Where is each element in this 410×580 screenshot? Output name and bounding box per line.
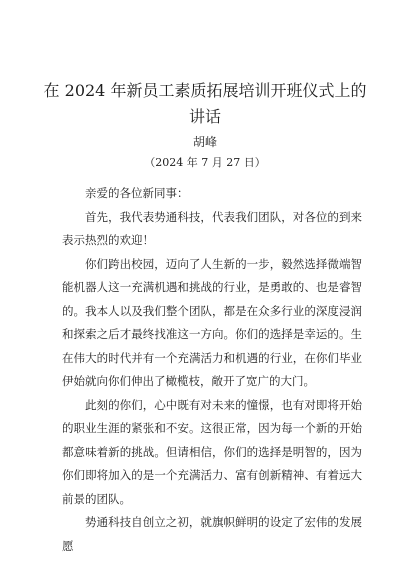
title-line-2: 讲话 xyxy=(188,107,221,126)
paragraph-welcome: 首先，我代表势通科技，代表我们团队，对各位的到来表示热烈的欢迎！ xyxy=(62,209,362,247)
paragraph-company: 势通科技自创立之初，就旗帜鲜明的设定了宏伟的发展愿 xyxy=(62,515,362,553)
paragraph-choice: 你们跨出校园，迈向了人生新的一步，毅然选择微端智能机器人这一充满机遇和挑战的行业，是勇敢的、也是睿智的。我本人以及我们整个团队，都是在众多行业的深度浸润和探索之后才最终找准这一方向。你们的选择是幸运的。生在伟大的时代并有一个充满活力和机遇的行业，在你们毕业伊始就向你们伸出了橄榄枝，敞开了宽广的大门。 xyxy=(62,256,362,388)
document-title xyxy=(40,78,370,130)
salutation: 亲爱的各位新同事： xyxy=(85,186,189,200)
author-name: 胡峰 xyxy=(192,135,217,149)
paragraph-moment: 此刻的你们，心中既有对未来的憧憬，也有对即将开始的职业生涯的紧张和不安。这很正常，因为每一个新的开始都意味着新的挑战。但请相信，你们的选择是明智的，因为你们即将加入的是一个充满活力、富有创新精神、有着远大前景的团队。 xyxy=(62,397,362,506)
speech-body xyxy=(62,182,362,558)
title-line-1: 在 2024 年新员工素质拓展培训开班仪式上的 xyxy=(43,81,367,100)
speech-date: （2024 年 7 月 27 日） xyxy=(144,156,266,169)
